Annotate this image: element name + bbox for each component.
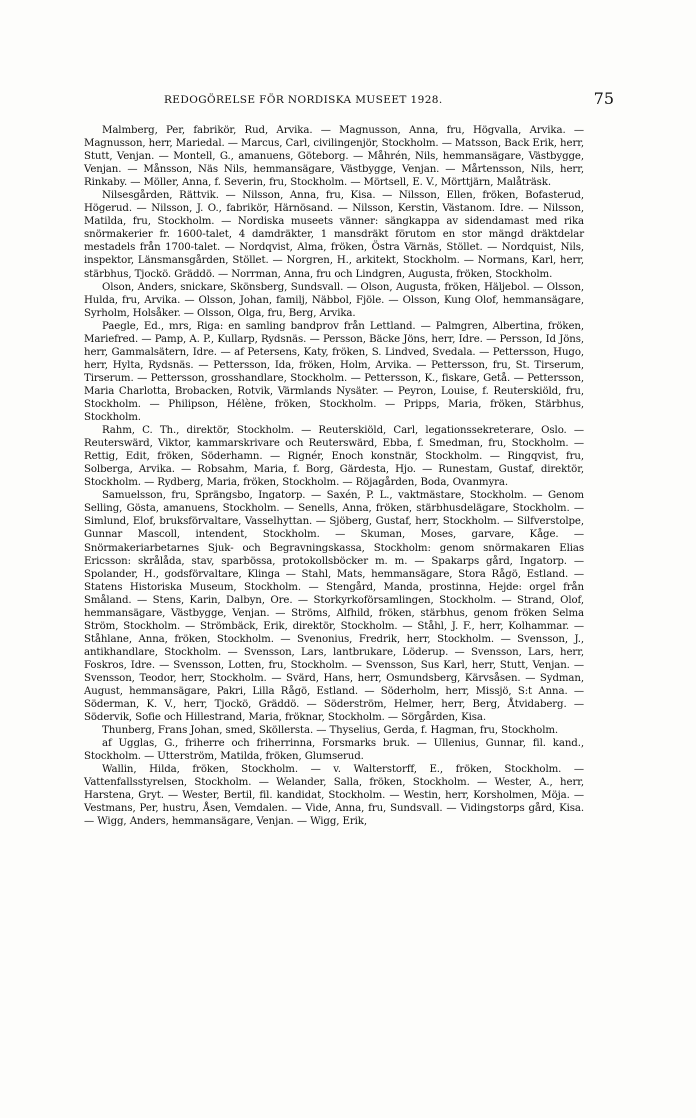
paragraph-w: Wallin, Hilda, fröken, Stockholm. — v. Walterstorff, E., fröken, Stockholm. — Vattenfallsstyrelsen, Stockholm. — Welander, Salla, fröken, Stockholm. — Wester, A., herr, Harstena, Gryt. — Wester, Bertil, fil. kandidat, Stockholm. — Westin, herr, Korsholmen, Möja. — Vestmans, Per, hustru, Åsen, Vemdalen. — Vide, Anna, fru, Sundsvall. — Vidingstorps gård, Kisa. — Wigg, Anders, hemmansägare, Venjan. — Wigg, Erik, [84, 764, 584, 828]
running-title: REDOGÖRELSE FÖR NORDISKA MUSEET 1928. [164, 94, 443, 106]
page-number: 75 [593, 89, 614, 108]
paragraph-s: Samuelsson, fru, Sprängsbo, Ingatorp. — Saxén, P. L., vaktmästare, Stockholm. — Genom Selling, Gösta, amanuens, Stockholm. — Senells, Anna, fröken, stärbhusdelägare, Stockholm. — Simlund, Elof, bruksförvaltare, Vasselhyttan. — Sjöberg, Gustaf, herr, Stockholm. — Silfverstolpe, Gunnar Mascoll, intendent, Stockholm. — Skuman, Moses, garvare, Kåge. — Snörmakeriarbetarnes Sjuk- och Begravningskassa, Stockholm: genom snörmakaren Elias Ericsson: skrålåda, stav, sparbössa, protokollsböcker m. m. — Spakarps gård, Ingatorp. — Spolander, H., godsförvaltare, Klinga — Stahl, Mats, hemmansägare, Stora Rågö, Estland. — Statens Historiska Museum, Stockholm. — Stengård, Manda, prostinna, Hejde: orgel från Småland. — Stens, Karin, Dalbyn, Ore. — Storkyrkoförsamlingen, Stockholm. — Strand, Olof, hemmansägare, Västbygge, Venjan. — Ströms, Alfhild, fröken, stärbhus, genom fröken Selma Ström, Stockholm. — Strömbäck, Erik, direktör, Stockholm. — Ståhl, J. F., herr, Kolhammar. — Ståhlane, Anna, fröken, Stockholm. — Svenonius, Fredrik, herr, Stockholm. — Svensson, J., antikhandlare, Stockholm. — Svensson, Lars, lantbrukare, Löderup. — Svensson, Lars, herr, Foskros, Idre. — Svensson, Lotten, fru, Stockholm. — Svensson, Sus Karl, herr, Stutt, Venjan. — Svensson, Teodor, herr, Stockholm. — Svärd, Hans, herr, Osmundsberg, Kärvsåsen. — Sydman, August, hemmansägare, Pakri, Lilla Rågö, Estland. — Söderholm, herr, Missjö, S:t Anna. — Söderman, K. V., herr, Tjockö, Gräddö. — Söderström, Helmer, herr, Berg, Åtvidaberg. — Södervik, Sofie och Hillestrand, Maria, fröknar, Stockholm. — Sörgården, Kisa. [84, 490, 584, 724]
paragraph-o: Olson, Anders, snickare, Skönsberg, Sundsvall. — Olson, Augusta, fröken, Häljebol. — Olsson, Hulda, fru, Arvika. — Olsson, Johan, familj, Näbbol, Fjöle. — Olsson, Kung Olof, hemmansägare, Syrholm, Holsåker. — Olsson, Olga, fru, Berg, Arvika. [84, 281, 584, 319]
paragraph-t: Thunberg, Frans Johan, smed, Sköllersta. — Thyselius, Gerda, f. Hagman, fru, Stockholm. [102, 725, 559, 737]
paragraph-p: Paegle, Ed., mrs, Riga: en samling bandprov från Lettland. — Palmgren, Albertina, fröken, Mariefred. — Pamp, A. P., Kullarp, Rydsnäs. — Persson, Bäcke Jöns, herr, Idre. — Persson, Id Jöns, herr, Gammalsätern, Idre. — af Petersens, Katy, fröken, S. Lindved, Svedala. — Pettersson, Hugo, herr, Hylta, Rydsnäs. — Pettersson, Ida, fröken, Holm, Arvika. — Pettersson, fru, St. Tirserum, Tirserum. — Pettersson, grosshandlare, Stockholm. — Pettersson, K., fiskare, Getå. — Pettersson, Maria Charlotta, Brobacken, Rotvik, Värmlands Nysäter. — Peyron, Louise, f. Reuterskiöld, fru, Stockholm. — Philipson, Hélène, fröken, Stockholm. — Pripps, Maria, fröken, Stärbhus, Stockholm. [84, 320, 584, 424]
paragraph-m: Malmberg, Per, fabrikör, Rud, Arvika. — Magnusson, Anna, fru, Högvalla, Arvika. — Magnusson, herr, Mariedal. — Marcus, Carl, civilingenjör, Stockholm. — Matsson, Back Erik, herr, Stutt, Venjan. — Montell, G., amanuens, Göteborg. — Måhrén, Nils, hemmansägare, Västbygge, Venjan. — Månsson, Näs Nils, hemmansägare, Västbygge, Venjan. — Mårtensson, Nils, herr, Rinkaby. — Möller, Anna, f. Severin, fru, Stockholm. — Mörtsell, E. V., Mörttjärn, Malåträsk. [84, 125, 584, 189]
page-header [84, 89, 614, 110]
paragraph-n: Nilsesgården, Rättvik. — Nilsson, Anna, fru, Kisa. — Nilsson, Ellen, fröken, Bofasterud, Högerud. — Nilsson, J. O., fabrikör, Härnösand. — Nilsson, Kerstin, Västanom. Idre. — Nilsson, Matilda, fru, Stockholm. — Nordiska museets vänner: sängkappa av sidendamast med rika snörmakerier fr. 1600-talet, 4 damdräkter, 1 mansdräkt förutom en stor mängd dräktdelar mestadels från 1700-talet. — Nordqvist, Alma, fröken, Östra Värnäs, Stöllet. — Nordquist, Nils, inspektor, Länsmansgården, Stöllet. — Norgren, H., arkitekt, Stockholm. — Normans, Karl, herr, stärbhus, Tjockö. Gräddö. — Norrman, Anna, fru och Lindgren, Augusta, fröken, Stockholm. [84, 190, 584, 280]
donor-list [84, 124, 584, 829]
paragraph-u: af Ugglas, G., friherre och friherrinna, Forsmarks bruk. — Ullenius, Gunnar, fil. kand., Stockholm. — Utterström, Matilda, fröken, Glumserud. [84, 738, 584, 763]
paragraph-r: Rahm, C. Th., direktör, Stockholm. — Reuterskiöld, Carl, legationssekreterare, Oslo. — Reuterswärd, Viktor, kammarskrivare och Reuterswärd, Ebba, f. Smedman, fru, Stockholm. — Rettig, Edit, fröken, Söderhamn. — Rignér, Enoch konstnär, Stockholm. — Ringqvist, fru, Solberga, Arvika. — Robsahm, Maria, f. Borg, Gärdesta, Hjo. — Runestam, Gustaf, direktör, Stockholm. — Rydberg, Maria, fröken, Stockholm. — Röjagården, Boda, Ovanmyra. [84, 425, 584, 489]
